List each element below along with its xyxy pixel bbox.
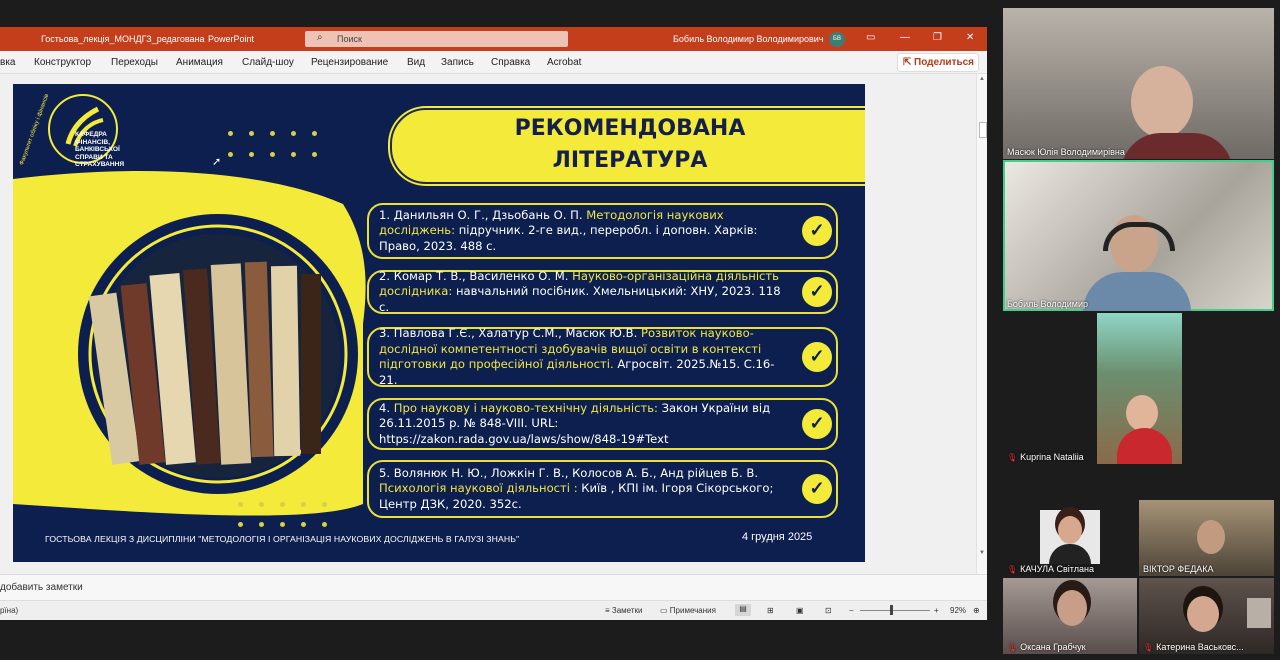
check-icon: ✓	[802, 277, 832, 307]
restore-icon[interactable]: ❐	[933, 32, 942, 43]
document-title: Гостьова_лекція_МОНДГЗ_редагована	[41, 34, 205, 44]
fit-slide-icon[interactable]: ⊕	[973, 606, 980, 615]
tab-review[interactable]: Рецензирование	[311, 57, 389, 68]
participant-face	[1058, 516, 1082, 544]
books-illustration	[89, 262, 321, 465]
avatar[interactable]: БВ	[829, 32, 845, 47]
title-bar	[0, 27, 987, 51]
participant-tile[interactable]	[1003, 313, 1274, 464]
reference-details: навчальний посібник. Хмельницький: ХНУ, 2023. 118 с.	[379, 284, 781, 314]
reference-details: Агросвіт. 2025.№15. С.16-21.	[379, 357, 775, 387]
reference-item	[367, 327, 838, 387]
minimize-icon[interactable]: —	[900, 32, 910, 43]
zoom-in-icon[interactable]: +	[934, 606, 939, 615]
reference-title: Психологія наукової діяльності :	[379, 481, 578, 496]
department-line: СТРАХУВАННЯ	[75, 161, 125, 168]
mouse-cursor-icon: ➚	[212, 156, 222, 168]
reference-item	[367, 460, 838, 518]
department-line: ФІНАНСІВ,	[75, 138, 110, 146]
participant-name-row	[1143, 642, 1244, 652]
reference-authors: 2. Комар Т. В., Василенко О. М.	[379, 268, 573, 283]
mic-muted-icon: 🎙	[1007, 565, 1018, 574]
tab-insert[interactable]: вка	[0, 57, 16, 68]
slide-title-banner	[390, 108, 865, 184]
tab-transitions[interactable]: Переходы	[111, 57, 158, 68]
scroll-up-icon[interactable]: ▲	[979, 76, 985, 82]
close-icon[interactable]: ✕	[966, 32, 975, 43]
zoom-slider-thumb[interactable]	[890, 605, 893, 615]
participant-face	[1187, 596, 1219, 632]
participant-name-row	[1007, 564, 1094, 574]
slide-title-line2: ЛІТЕРАТУРА	[552, 148, 708, 173]
zoom-out-icon[interactable]: −	[849, 606, 854, 615]
share-button[interactable]	[897, 53, 979, 72]
user-name[interactable]: Бобиль Володимир Володимирович	[673, 34, 824, 44]
department-line: БАНКІВСЬКОЇ	[75, 146, 120, 153]
slide-footer: ГОСТЬОВА ЛЕКЦІЯ З ДИСЦИПЛІНИ "МЕТОДОЛОГІЯ І ОРГАНІЗАЦІЯ НАУКОВИХ ДОСЛІДЖЕНЬ В ГАЛУЗІ ЗНАНЬ"	[45, 534, 520, 544]
vertical-scrollbar[interactable]	[976, 74, 987, 574]
tab-design[interactable]: Конструктор	[34, 57, 92, 68]
normal-view-icon[interactable]: ▤	[735, 604, 751, 616]
reference-item	[367, 270, 838, 314]
reference-title: Науково-організаційна діяльність дослідника:	[379, 268, 780, 299]
notes-pane[interactable]	[0, 574, 987, 601]
mic-muted-icon: 🎙	[1007, 643, 1018, 652]
reference-item	[367, 398, 838, 450]
slide-sorter-icon[interactable]: ⊞	[767, 606, 774, 615]
mic-muted-icon: 🎙	[1143, 643, 1154, 652]
reference-authors: 4.	[379, 400, 394, 415]
department-name	[75, 131, 124, 169]
ribbon-display-icon[interactable]: ▭	[866, 32, 876, 43]
app-name: PowerPoint	[208, 34, 255, 44]
department-line: СПРАВИ ТА	[75, 153, 113, 161]
participant-name: Катерина Васьковс...	[1156, 642, 1244, 652]
participant-face	[1126, 395, 1158, 431]
zoom-slider[interactable]	[860, 610, 930, 611]
faculty-arc-text: Факультет обліку і фінансів	[19, 93, 51, 167]
check-icon: ✓	[802, 342, 832, 372]
mic-muted-icon: 🎙	[1007, 453, 1018, 462]
participant-tile[interactable]	[1003, 500, 1137, 576]
tab-view[interactable]: Вид	[407, 57, 426, 68]
slide-date: 4 грудня 2025	[742, 531, 813, 543]
reference-item	[367, 203, 838, 259]
share-label: Поделиться	[914, 57, 975, 68]
participant-tile[interactable]	[1139, 578, 1274, 654]
reading-view-icon[interactable]: ▣	[796, 606, 804, 615]
notes-placeholder: добавить заметки	[0, 582, 83, 593]
reference-authors: 1. Данильян О. Г., Дзьобань О. П.	[379, 207, 587, 222]
comments-button[interactable]: ▭ Примечания	[660, 606, 716, 615]
reference-details: Київ , КПІ ім. Ігоря Сікорського; Центр ДЗК, 2020. 352с.	[379, 481, 774, 511]
participant-tile[interactable]	[1003, 578, 1137, 654]
participant-name: Оксана Грабчук	[1020, 642, 1086, 652]
participant-face	[1197, 520, 1225, 554]
status-language: рїна)	[0, 606, 19, 615]
check-icon: ✓	[802, 409, 832, 439]
tab-help[interactable]: Справка	[491, 57, 531, 68]
check-icon: ✓	[802, 216, 832, 246]
comments-label: Примечания	[669, 606, 716, 615]
participant-tile[interactable]	[1139, 500, 1274, 576]
tab-record[interactable]: Запись	[441, 57, 474, 68]
reference-authors: 5. Волянюк Н. Ю., Ложкін Г. В., Колосов А. Б., Анд рійцев Б. В.	[379, 465, 759, 480]
ribbon-tabs	[0, 51, 987, 74]
reference-title: Про наукову і науково-технічну діяльність:	[393, 400, 658, 415]
reference-title: Методологія наукових досліджень:	[379, 207, 724, 238]
check-icon: ✓	[802, 474, 832, 504]
participant-name: КАЧУЛА Світлана	[1020, 564, 1094, 574]
scrollbar-thumb[interactable]	[979, 122, 987, 138]
notes-label: Заметки	[611, 606, 643, 615]
participant-name-row	[1007, 642, 1086, 652]
search-placeholder: Поиск	[337, 34, 362, 44]
background-picture	[1247, 598, 1271, 628]
search-icon: ⌕	[317, 32, 323, 43]
participant-tile-active-speaker[interactable]	[1003, 160, 1274, 311]
participant-name: ВІКТОР ФЕДАКА	[1143, 564, 1214, 574]
participant-face	[1131, 66, 1193, 138]
reference-details: Закон України від 26.11.2015 р. № 848-VIII. URL: https://zakon.rada.gov.ua/laws/show/848-19#Text	[379, 400, 771, 446]
participant-name: Масюк Юлія Володимирівна	[1007, 147, 1125, 157]
department-line: КАФЕДРА	[75, 131, 107, 138]
zoom-level[interactable]: 92%	[950, 606, 967, 615]
search-box[interactable]	[305, 31, 568, 47]
participant-name: Бобиль Володимир	[1007, 299, 1089, 309]
share-icon: ⇱	[903, 57, 912, 68]
slide	[13, 84, 865, 562]
reference-authors: 3. Павлова Г.Є., Халатур С.М., Масюк Ю.В.	[379, 326, 641, 340]
participant-tile[interactable]	[1003, 8, 1274, 159]
participant-name-row	[1007, 452, 1084, 462]
tab-acrobat[interactable]: Acrobat	[547, 57, 582, 68]
slide-title-line1: РЕКОМЕНДОВАНА	[514, 116, 746, 141]
reference-details: підручник. 2-ге вид., переробл. і доповн. Харків: Право, 2023. 488 с.	[379, 223, 758, 253]
tab-slideshow[interactable]: Слайд-шоу	[242, 57, 294, 68]
tab-animation[interactable]: Анимация	[176, 57, 223, 68]
participant-name: Kuprina Nataliia	[1020, 452, 1084, 462]
participant-face	[1057, 590, 1087, 626]
notes-button[interactable]: ≡ Заметки	[605, 606, 643, 615]
scroll-down-icon[interactable]: ▼	[979, 550, 985, 556]
reference-title: Розвиток науково-дослідної компетентності здобувачів вищої освіти в контексті підготовки до професійної діяльності.	[379, 326, 762, 371]
status-bar	[0, 600, 987, 620]
slideshow-icon[interactable]: ⊡	[825, 606, 832, 615]
